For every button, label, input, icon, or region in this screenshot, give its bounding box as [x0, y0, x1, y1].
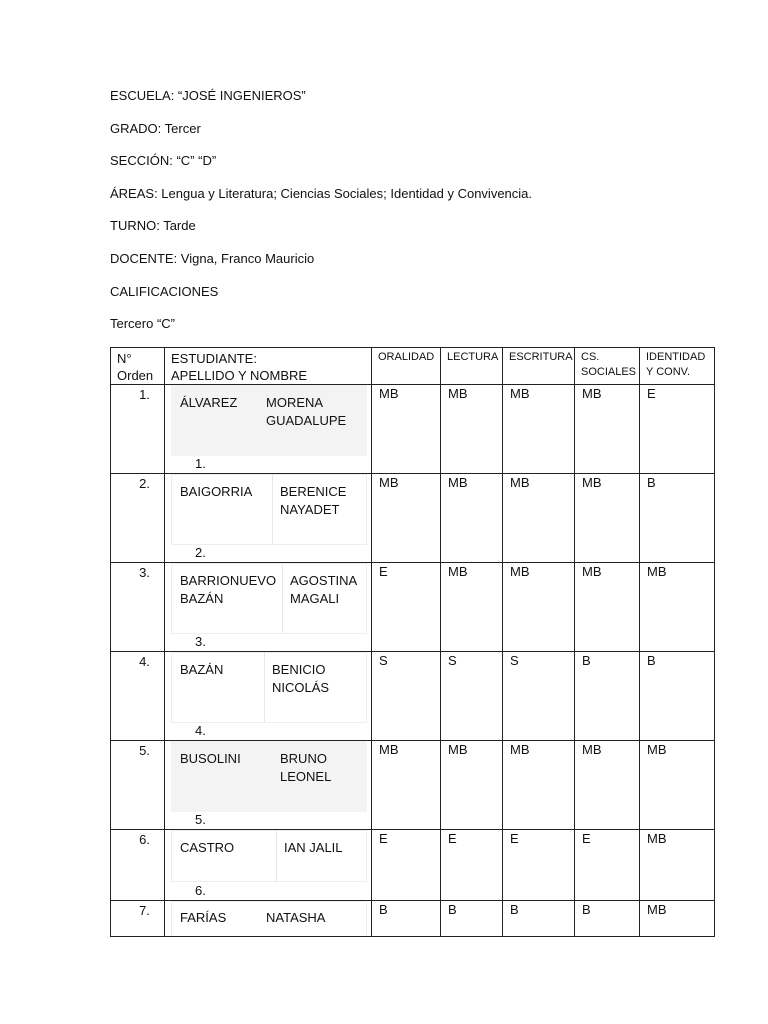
student-firstname-line2: LEONEL: [280, 769, 332, 784]
student-cell: [165, 474, 372, 563]
student-surname-line2: BAZÁN: [180, 591, 224, 606]
grade-cs-sociales: E: [575, 830, 640, 901]
student-surname-text: CASTRO: [180, 840, 235, 855]
student-surname: [180, 394, 237, 412]
student-firstname-line2: NAYADET: [280, 502, 340, 517]
student-firstname-line2: NICOLÁS: [272, 680, 330, 695]
teacher-line: DOCENTE: Vigna, Franco Mauricio: [110, 250, 315, 266]
header-orden: [111, 348, 165, 385]
name-divider: [264, 653, 265, 722]
row-number: 6.: [139, 832, 150, 847]
student-cell: [165, 385, 372, 474]
student-firstname-line1: BERENICE: [280, 484, 347, 499]
header-identidad: [640, 348, 715, 385]
student-surname: [180, 909, 226, 927]
student-surname: [180, 483, 252, 501]
header-escritura: [503, 348, 575, 385]
student-cell: [165, 901, 372, 937]
grade-lectura: E: [441, 830, 503, 901]
table-row: [111, 652, 715, 741]
header-oralidad: [372, 348, 441, 385]
student-name-box: [171, 741, 367, 812]
student-firstname: [280, 483, 346, 519]
row-number: 4.: [139, 654, 150, 669]
grade-lectura: B: [441, 901, 503, 937]
grade-cs-sociales: MB: [575, 385, 640, 474]
table-row: [111, 385, 715, 474]
grade-oralidad: MB: [372, 385, 441, 474]
header-student-line2: APELLIDO Y NOMBRE: [171, 368, 308, 383]
header-lectura: [441, 348, 503, 385]
header-escritura-label: ESCRITURA: [509, 351, 573, 363]
student-name-box: [171, 830, 367, 882]
student-surname-text: ÁLVAREZ: [180, 395, 238, 410]
list-marker: 1.: [195, 456, 206, 471]
student-name-box: [171, 563, 367, 634]
name-divider: [272, 475, 273, 544]
row-number-cell: [111, 741, 165, 830]
student-surname-text: FARÍAS: [180, 910, 227, 925]
student-firstname: [290, 572, 357, 608]
row-number-cell: [111, 652, 165, 741]
list-marker: 2.: [195, 545, 206, 560]
grade-identidad: B: [640, 652, 715, 741]
grade-escritura: MB: [503, 474, 575, 563]
shift-line: TURNO: Tarde: [110, 218, 196, 234]
grade-lectura: MB: [441, 474, 503, 563]
grade-oralidad: MB: [372, 741, 441, 830]
student-surname-text: BAIGORRIA: [180, 484, 253, 499]
name-divider: [276, 831, 277, 881]
header-identidad-line1: IDENTIDAD: [646, 351, 706, 363]
row-number: 3.: [139, 565, 150, 580]
list-marker: 5.: [195, 812, 206, 827]
student-firstname-line1: NATASHA: [266, 910, 326, 925]
student-firstname-line1: MORENA: [266, 395, 324, 410]
grade-escritura: MB: [503, 741, 575, 830]
grade-identidad: E: [640, 385, 715, 474]
student-name-box: [171, 474, 367, 545]
grade-identidad: MB: [640, 901, 715, 937]
grade-escritura: B: [503, 901, 575, 937]
grade-line: GRADO: Tercer: [110, 120, 201, 136]
grade-oralidad: S: [372, 652, 441, 741]
student-name-box: [171, 901, 367, 937]
grade-cs-sociales: B: [575, 652, 640, 741]
header-oralidad-label: ORALIDAD: [378, 351, 435, 363]
student-name-box: [171, 385, 367, 456]
student-firstname: [280, 750, 331, 786]
grade-identidad: MB: [640, 741, 715, 830]
grade-escritura: MB: [503, 385, 575, 474]
student-firstname: [272, 661, 329, 697]
grade-oralidad: MB: [372, 474, 441, 563]
header-identidad-line2: Y CONV.: [646, 366, 691, 378]
section-title: Tercero “C”: [110, 316, 176, 332]
header-student: [165, 348, 372, 385]
row-number-cell: [111, 385, 165, 474]
grade-oralidad: E: [372, 830, 441, 901]
header-cs-line2: SOCIALES: [581, 366, 637, 378]
student-surname-text: BAZÁN: [180, 662, 224, 677]
student-cell: [165, 741, 372, 830]
header-lectura-label: LECTURA: [447, 351, 499, 363]
grade-lectura: MB: [441, 563, 503, 652]
header-cs-sociales: [575, 348, 640, 385]
grade-identidad: B: [640, 474, 715, 563]
areas-line: ÁREAS: Lengua y Literatura; Ciencias Sociales; Identidad y Convivencia.: [110, 185, 533, 201]
grade-lectura: MB: [441, 385, 503, 474]
grade-identidad: MB: [640, 563, 715, 652]
name-divider: [282, 564, 283, 633]
row-number-cell: [111, 830, 165, 901]
grades-heading: CALIFICACIONES: [110, 283, 219, 299]
grade-escritura: MB: [503, 563, 575, 652]
grade-escritura: S: [503, 652, 575, 741]
grade-lectura: S: [441, 652, 503, 741]
student-surname-line1: BARRIONUEVO: [180, 573, 277, 588]
student-firstname-line1: AGOSTINA: [290, 573, 358, 588]
row-number: 2.: [139, 476, 150, 491]
grade-cs-sociales: MB: [575, 474, 640, 563]
student-surname: [180, 839, 234, 857]
row-number-cell: [111, 563, 165, 652]
student-firstname: [266, 909, 325, 927]
row-number-cell: [111, 474, 165, 563]
header-student-line1: ESTUDIANTE:: [171, 351, 257, 366]
row-number: 7.: [139, 903, 150, 918]
grades-table: [110, 347, 715, 937]
grade-cs-sociales: MB: [575, 563, 640, 652]
student-surname: [180, 661, 223, 679]
student-cell: [165, 652, 372, 741]
row-number-cell: [111, 901, 165, 937]
student-cell: [165, 830, 372, 901]
grade-cs-sociales: B: [575, 901, 640, 937]
student-firstname: [284, 839, 343, 857]
student-surname-text: BUSOLINI: [180, 751, 241, 766]
table-row: [111, 563, 715, 652]
school-line: ESCUELA: “JOSÉ INGENIEROS”: [110, 88, 306, 103]
section-line: SECCIÓN: “C” “D”: [110, 153, 217, 169]
student-firstname: [266, 394, 346, 430]
student-cell: [165, 563, 372, 652]
student-surname: [180, 750, 241, 768]
student-name-box: [171, 652, 367, 723]
list-marker: 6.: [195, 883, 206, 898]
list-marker: 3.: [195, 634, 206, 649]
grade-oralidad: B: [372, 901, 441, 937]
grade-cs-sociales: MB: [575, 741, 640, 830]
student-firstname-line2: GUADALUPE: [266, 413, 347, 428]
grade-oralidad: E: [372, 563, 441, 652]
student-firstname-line1: BENICIO: [272, 662, 326, 677]
student-firstname-line1: IAN JALIL: [284, 840, 343, 855]
header-orden-line1: N°: [117, 351, 132, 366]
table-row: [111, 901, 715, 937]
grade-lectura: MB: [441, 741, 503, 830]
header-cs-line1: CS.: [581, 351, 600, 363]
list-marker: 4.: [195, 723, 206, 738]
header-orden-line2: Orden: [117, 368, 154, 383]
grade-identidad: MB: [640, 830, 715, 901]
table-header-row: [111, 348, 715, 385]
table-row: [111, 741, 715, 830]
student-surname: [180, 572, 276, 608]
table-row: [111, 830, 715, 901]
grade-escritura: E: [503, 830, 575, 901]
row-number: 5.: [139, 743, 150, 758]
student-firstname-line2: MAGALI: [290, 591, 340, 606]
document-header: [110, 86, 730, 347]
student-firstname-line1: BRUNO: [280, 751, 327, 766]
table-row: [111, 474, 715, 563]
row-number: 1.: [139, 387, 150, 402]
